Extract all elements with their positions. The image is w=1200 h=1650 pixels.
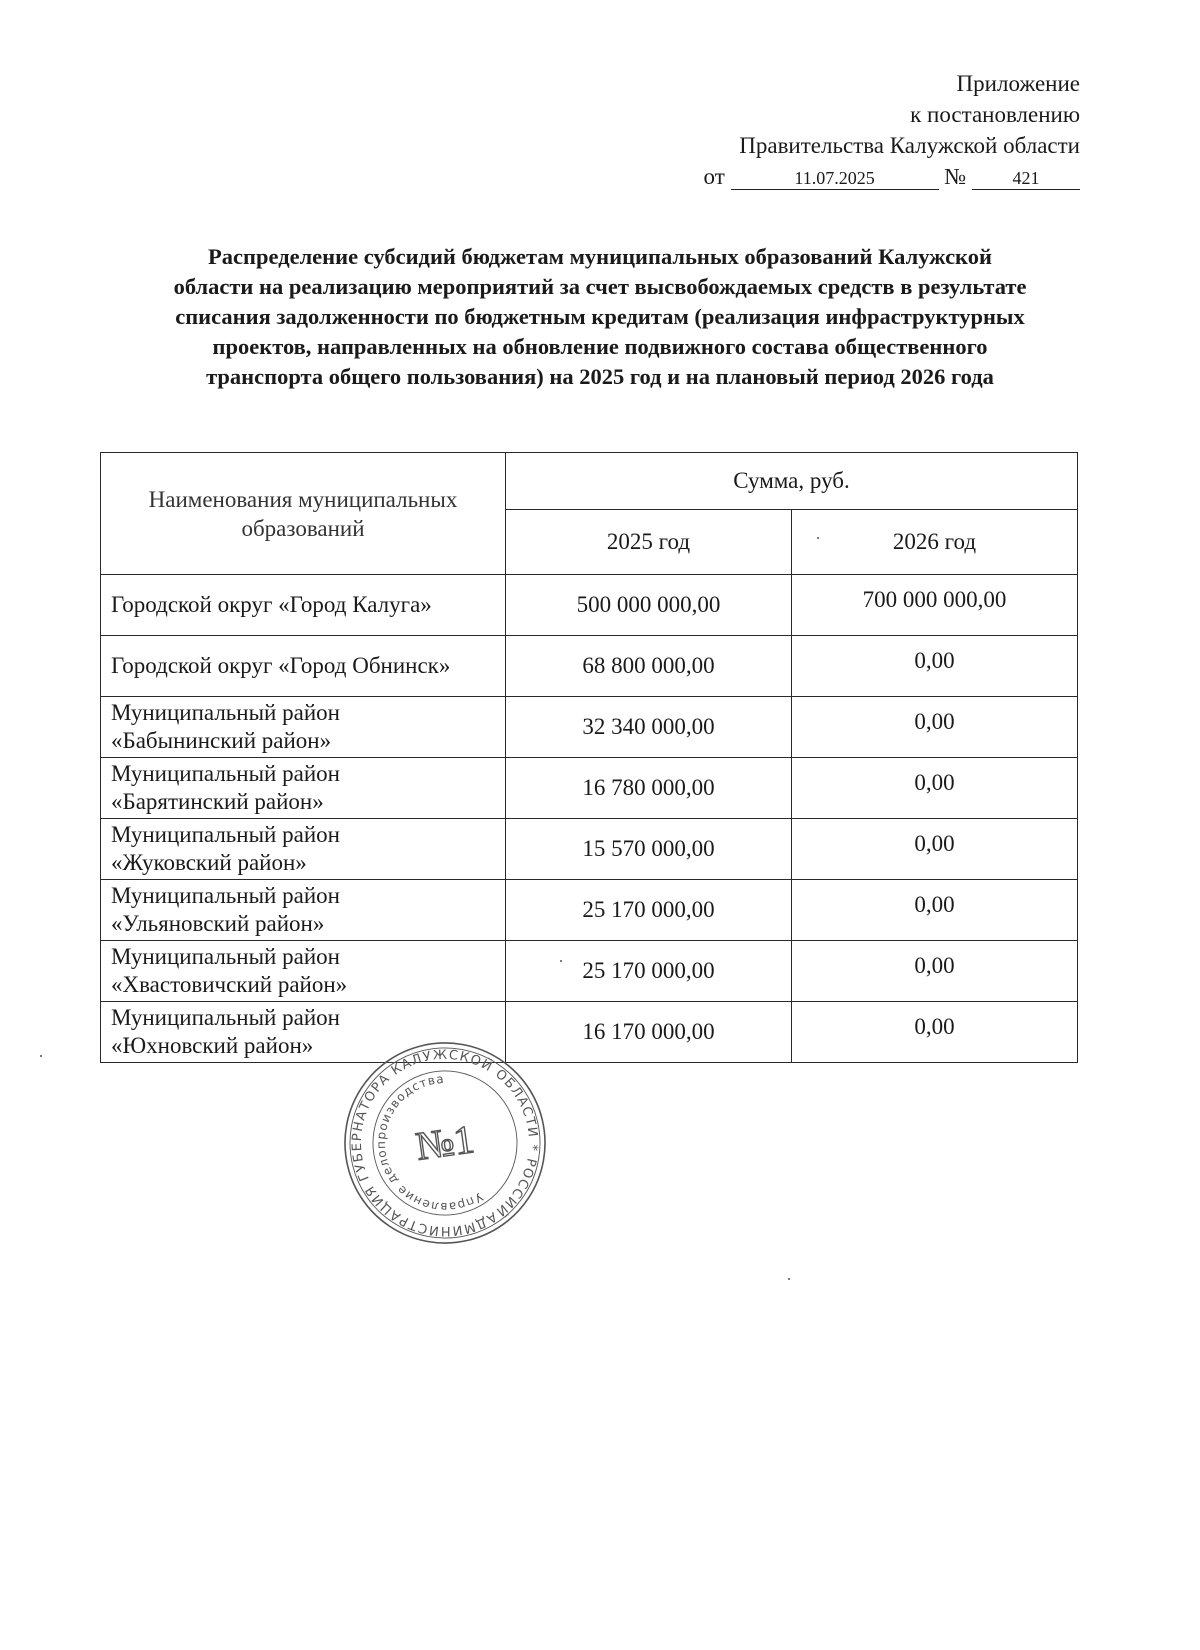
municipality-line: «Ульяновский район» bbox=[111, 911, 325, 936]
title-line: транспорта общего пользования) на 2025 год и на плановый период 2026 года bbox=[206, 364, 994, 389]
municipality-line: Муниципальный район bbox=[111, 822, 340, 847]
amount-2026: 0,00 bbox=[791, 758, 1077, 819]
appendix-resolution: к постановлению bbox=[910, 102, 1080, 127]
table-row bbox=[101, 636, 1078, 697]
table-row bbox=[101, 697, 1078, 758]
amount-2025: 25 170 000,00 bbox=[506, 880, 792, 941]
scan-speck bbox=[560, 960, 562, 962]
table-row bbox=[101, 941, 1078, 1002]
seal-outer-text: АДМИНИСТРАЦИЯ ГУБЕРНАТОРА КАЛУЖСКОЙ ОБЛАСТИ * РОССИЙСКАЯ bbox=[349, 1047, 541, 1239]
subsidy-table bbox=[100, 452, 1078, 1063]
municipality-line: Муниципальный район bbox=[111, 761, 340, 786]
municipality-name bbox=[101, 636, 506, 697]
amount-2026: 0,00 bbox=[791, 941, 1077, 1002]
table-header-row bbox=[101, 453, 1078, 510]
table-row bbox=[101, 575, 1078, 636]
municipality-line: «Хвастовичский район» bbox=[111, 972, 348, 997]
title-line: проектов, направленных на обновление подвижного состава общественного bbox=[212, 334, 988, 359]
scan-speck bbox=[788, 1278, 790, 1280]
appendix-government: Правительства Калужской области bbox=[739, 133, 1080, 158]
resolution-date: 11.07.2025 bbox=[731, 167, 939, 190]
amount-2025: 15 570 000,00 bbox=[506, 819, 792, 880]
table-row bbox=[101, 880, 1078, 941]
municipality-line: Городской округ «Город Калуга» bbox=[111, 592, 432, 617]
header-year-2025: 2025 год bbox=[506, 510, 792, 575]
amount-2025: 16 780 000,00 bbox=[506, 758, 792, 819]
municipality-line: Муниципальный район bbox=[111, 700, 340, 725]
header-municipality-line: образований bbox=[241, 515, 365, 541]
municipality-line: Городской округ «Город Обнинск» bbox=[111, 653, 451, 678]
municipality-line: Муниципальный район bbox=[111, 883, 340, 908]
table-row bbox=[101, 819, 1078, 880]
municipality-name bbox=[101, 758, 506, 819]
scan-speck bbox=[40, 1055, 42, 1057]
amount-2025: 500 000 000,00 bbox=[506, 575, 792, 636]
appendix-header bbox=[704, 68, 1080, 192]
amount-2025: 25 170 000,00 bbox=[506, 941, 792, 1002]
resolution-number: 421 bbox=[972, 167, 1080, 190]
amount-2026: 0,00 bbox=[791, 697, 1077, 758]
amount-2026: 0,00 bbox=[791, 819, 1077, 880]
header-sum: Сумма, руб. bbox=[506, 453, 1078, 510]
amount-2026: 0,00 bbox=[791, 880, 1077, 941]
municipality-name bbox=[101, 575, 506, 636]
seal-center-number: №1 bbox=[412, 1116, 477, 1169]
municipality-line: Муниципальный район bbox=[111, 1005, 340, 1030]
table-row bbox=[101, 758, 1078, 819]
official-seal bbox=[340, 1038, 550, 1248]
amount-2025: 68 800 000,00 bbox=[506, 636, 792, 697]
title-line: списания задолженности по бюджетным кредитам (реализация инфраструктурных bbox=[175, 304, 1025, 329]
number-label: № bbox=[944, 164, 967, 189]
from-label: от bbox=[703, 164, 725, 189]
amount-2026: 700 000 000,00 bbox=[791, 575, 1077, 636]
municipality-name bbox=[101, 697, 506, 758]
title-line: области на реализацию мероприятий за счет высвобождаемых средств в результате bbox=[173, 274, 1027, 299]
municipality-name bbox=[101, 819, 506, 880]
header-year-2026: 2026 год bbox=[791, 510, 1077, 575]
municipality-line: Муниципальный район bbox=[111, 944, 340, 969]
appendix-label: Приложение bbox=[956, 71, 1080, 96]
document-title bbox=[100, 242, 1100, 392]
municipality-line: «Жуковский район» bbox=[111, 850, 307, 875]
table-row bbox=[101, 1002, 1078, 1063]
municipality-line: «Бабынинский район» bbox=[111, 728, 332, 753]
title-line: Распределение субсидий бюджетам муниципальных образований Калужской bbox=[208, 244, 992, 269]
amount-2025: 16 170 000,00 bbox=[506, 1002, 792, 1063]
municipality-name bbox=[101, 941, 506, 1002]
amount-2026: 0,00 bbox=[791, 636, 1077, 697]
header-municipality-line: Наименования муниципальных bbox=[148, 486, 458, 512]
seal-inner-text: Управление делопроизводства bbox=[373, 1071, 486, 1215]
appendix-dateline bbox=[704, 161, 1080, 192]
municipality-line: «Юхновский район» bbox=[111, 1033, 314, 1058]
scan-speck bbox=[817, 537, 819, 539]
header-municipality bbox=[101, 453, 506, 575]
amount-2026: 0,00 bbox=[791, 1002, 1077, 1063]
municipality-line: «Барятинский район» bbox=[111, 789, 324, 814]
amount-2025: 32 340 000,00 bbox=[506, 697, 792, 758]
municipality-name bbox=[101, 880, 506, 941]
